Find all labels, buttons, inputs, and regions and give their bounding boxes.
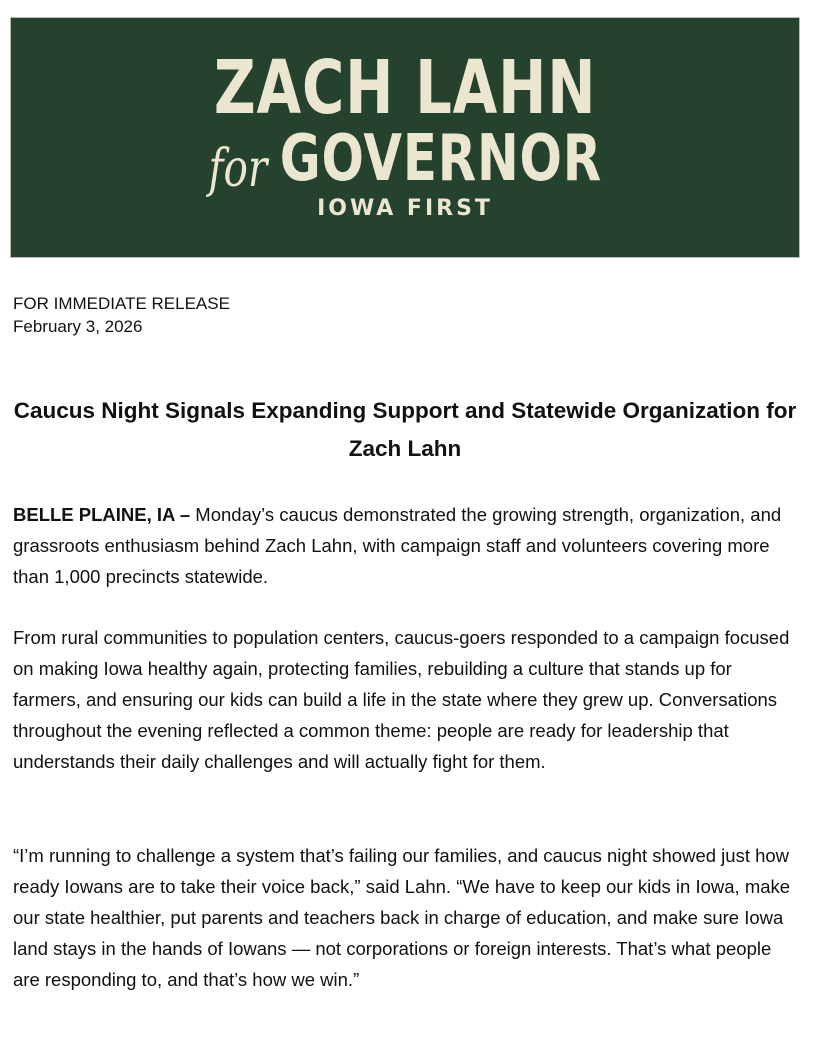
press-release-headline: Caucus Night Signals Expanding Support and Statewide Organization for Zach Lahn (13, 398, 797, 461)
logo-office-line (208, 122, 602, 199)
logo-office: GOVERNOR (279, 122, 602, 196)
dateline: BELLE PLAINE, IA – (13, 504, 191, 525)
release-date: February 3, 2026 (13, 317, 143, 336)
paragraph-1 (13, 499, 803, 592)
paragraph-2: From rural communities to population centers, caucus-goers responded to a campaign focused on making Iowa healthy again, protecting families, rebuilding a culture that stands up for farmers, and ensuring our kids can build a life in the state where they grew up. Conversations throughout the evening reflected a common theme: people are ready for leadership that understands their daily challenges and will actually fight for them. (13, 627, 790, 772)
logo-for-script: for (208, 139, 268, 199)
logo-tagline: IOWA FIRST (317, 196, 493, 221)
paragraph-1-text: Monday’s caucus demonstrated the growing strength, organization, and grassroots enthusiasm behind Zach Lahn, with campaign staff and volunteers covering more than 1,000 precincts statewide. (13, 504, 782, 587)
campaign-logo-banner (10, 17, 800, 258)
paragraph-3-quote: “I’m running to challenge a system that’s failing our families, and caucus night showed just how ready Iowans are to take their voice back,” said Lahn. “We have to keep our kids in Iowa, make our state healthier, put parents and teachers back in charge of education, and make sure Iowa land stays in the hands of Iowans — not corporations or foreign interests. That’s what people are responding to, and that’s how we win.” (13, 845, 791, 990)
release-label: FOR IMMEDIATE RELEASE (13, 294, 230, 313)
logo-candidate-name: ZACH LAHN (213, 45, 597, 131)
release-info (13, 292, 230, 338)
